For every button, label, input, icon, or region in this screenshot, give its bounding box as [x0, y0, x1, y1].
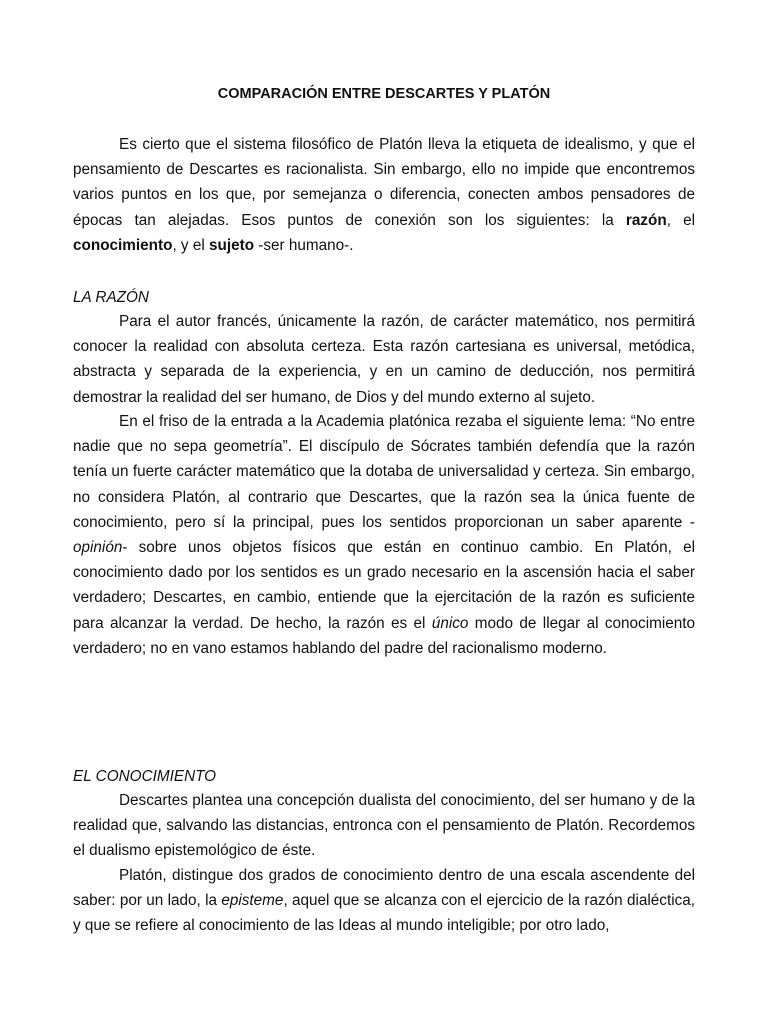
document-title: COMPARACIÓN ENTRE DESCARTES Y PLATÓN — [217, 86, 551, 102]
razon-paragraph-1: Para el autor francés, únicamente la razón, de carácter matemático, nos permitirá conocer la realidad con absoluta certeza. Esta razón cartesiana es universal, metódica, abstracta y separada de la experiencia, y en un camino de deducción, nos permitirá demostrar la realidad del ser humano, de Dios y del mundo externo al sujeto. — [73, 313, 695, 406]
intro-paragraph — [73, 132, 695, 258]
razon-p2-text-1: En el friso de la entrada a la Academia platónica rezaba el siguiente lema: “No entre nadie que no sepa geometría”. El discípulo de Sócrates también defendía que la razón tenía un fuerte carácter matemático que la dotaba de universalidad y certeza. Sin embargo, no considera Platón, al contrario que Descartes, que la razón sea la única fuente de conocimiento, pero sí la principal, pues los sentidos proporcionan un saber aparente - — [73, 413, 695, 531]
conocimiento-paragraph-2 — [73, 863, 695, 939]
intro-bold-conocimiento: conocimiento — [73, 236, 173, 254]
intro-text-3: , y el — [172, 236, 209, 254]
intro-bold-razon: razón — [625, 211, 667, 229]
conocimiento-p2-text-1: Platón, distingue dos grados de conocimiento dentro de una escala ascendente del saber: por un lado, la — [73, 867, 695, 910]
razon-p2-text-2: - sobre unos objetos físicos que están en continuo cambio. En Platón, el conocimiento dado por los sentidos es un grado necesario en la ascensión hacia el saber verdadero; Descartes, en cambio, entiende que la ejercitación de la razón es suficiente para alcanzar la verdad. De hecho, la razón es el — [73, 539, 695, 632]
intro-text-2: , el — [666, 211, 696, 229]
razon-paragraph-2 — [73, 409, 695, 661]
razon-p2-italic-opinion: opinión — [73, 539, 123, 557]
section-heading-razon: LA RAZÓN — [73, 289, 149, 306]
razon-p2-italic-unico: único — [431, 614, 469, 632]
intro-bold-sujeto: sujeto — [209, 236, 255, 254]
razon-p2-text-3: modo de llegar al conocimiento verdadero; no en vano estamos hablando del padre del racionalismo moderno. — [73, 614, 696, 657]
intro-text-4: -ser humano-. — [254, 236, 354, 254]
section-heading-conocimiento: EL CONOCIMIENTO — [73, 768, 217, 785]
conocimiento-p2-italic-episteme: episteme — [221, 892, 284, 910]
conocimiento-paragraph-1: Descartes plantea una concepción dualista del conocimiento, del ser humano y de la realidad que, salvando las distancias, entronca con el pensamiento de Platón. Recordemos el dualismo epistemológico de éste. — [73, 792, 695, 860]
intro-text-1: Es cierto que el sistema filosófico de Platón lleva la etiqueta de idealismo, y que el pensamiento de Descartes es racionalista. Sin embargo, ello no impide que encontremos varios puntos en los que, por semejanza o diferencia, conecten ambos pensadores de épocas tan alejadas. Esos puntos de conexión son los siguientes: la — [73, 136, 695, 229]
conocimiento-p2-text-2: , aquel que se alcanza con el ejercicio de la razón dialéctica, y que se refiere al conocimiento de las Ideas al mundo inteligible; por otro lado, — [73, 892, 696, 935]
